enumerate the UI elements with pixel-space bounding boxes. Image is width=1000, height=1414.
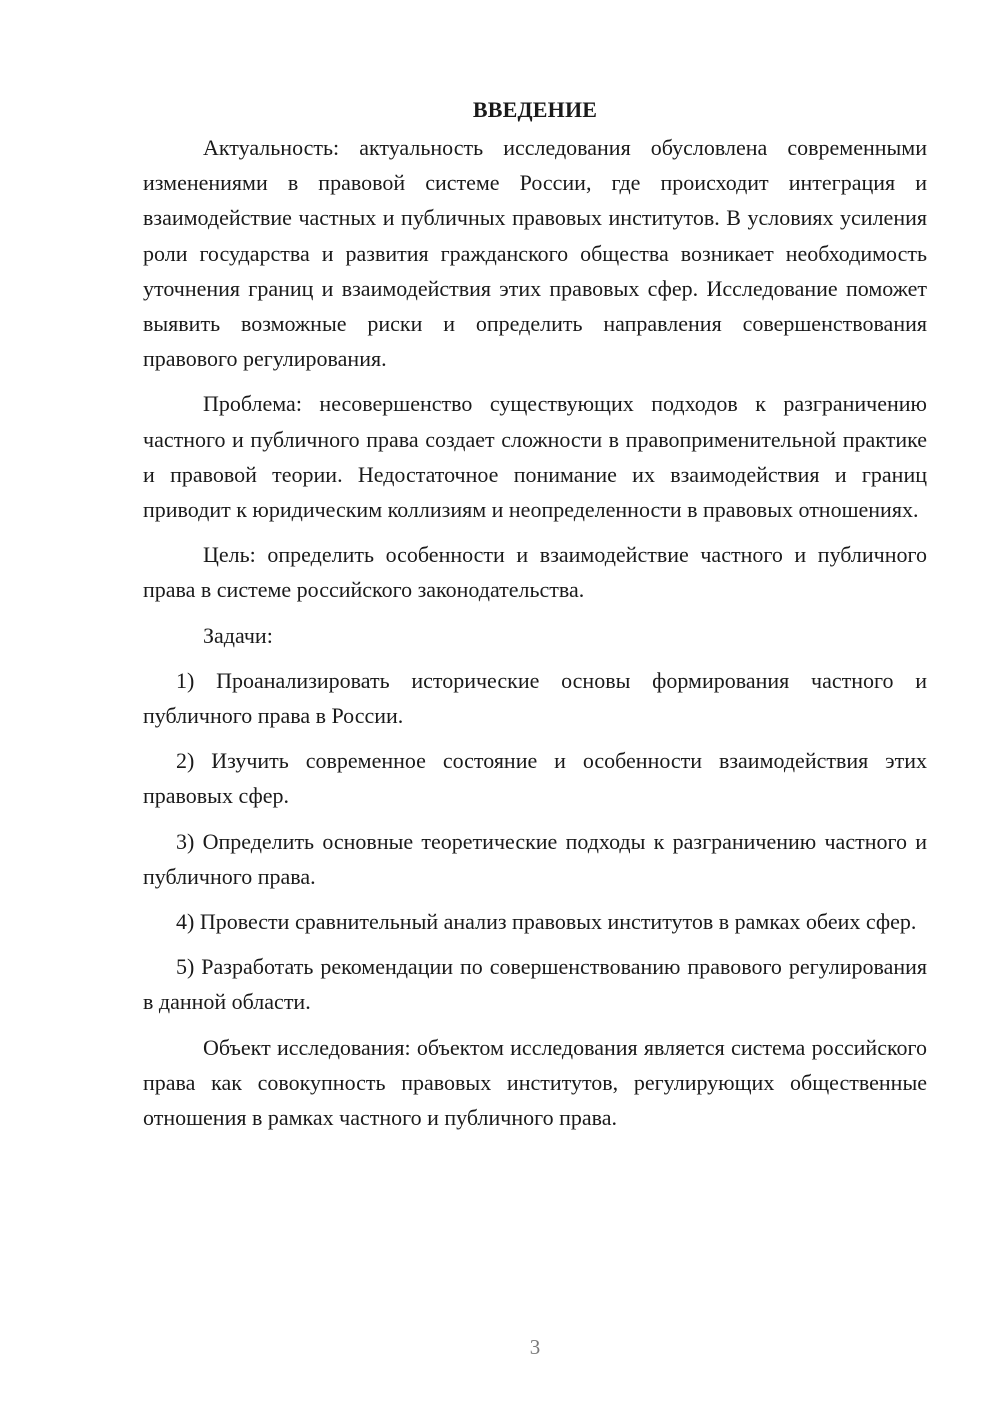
task-item-4: 4) Провести сравнительный анализ правовых институтов в рамках обеих сфер.	[176, 909, 917, 935]
task-item-1: 1) Проанализировать исторические основы формирования частного и публичного права в России.	[143, 667, 927, 729]
task-item-3: 3) Определить основные теоретические подходы к разграничению частного и публичного права.	[143, 828, 927, 889]
goal-paragraph: Цель: определить особенности и взаимодействие частного и публичного права в системе российского законодательства.	[143, 542, 927, 603]
page-number: 3	[529, 1335, 541, 1359]
page-content	[143, 95, 927, 1145]
task-item-2: 2) Изучить современное состояние и особенности взаимодействия этих правовых сфер.	[143, 748, 927, 809]
section-title: ВВЕДЕНИЕ	[472, 97, 598, 122]
relevance-paragraph: Актуальность: актуальность исследования обусловлена современными изменениями в правовой системе России, где происходит интеграция и взаимодействие частных и публичных правовых институтов. В условиях усиления роли государства и развития гражданского общества возникает необходимость уточнения границ и взаимодействия этих правовых сфер. Исследование поможет выявить возможные риски и определить направления совершенствования правового регулирования.	[143, 135, 927, 372]
task-item-5: 5) Разработать рекомендации по совершенствованию правового регулирования в данной области.	[143, 954, 927, 1015]
problem-paragraph: Проблема: несовершенство существующих подходов к разграничению частного и публичного права создает сложности в правоприменительной практике и правовой теории. Недостаточное понимание их взаимодействия и границ приводит к юридическим коллизиям и неопределенности в правовых отношениях.	[143, 391, 927, 523]
object-paragraph: Объект исследования: объектом исследования является система российского права как совокупность правовых институтов, регулирующих общественные отношения в рамках частного и публичного права.	[143, 1034, 927, 1131]
tasks-heading: Задачи:	[203, 622, 273, 648]
